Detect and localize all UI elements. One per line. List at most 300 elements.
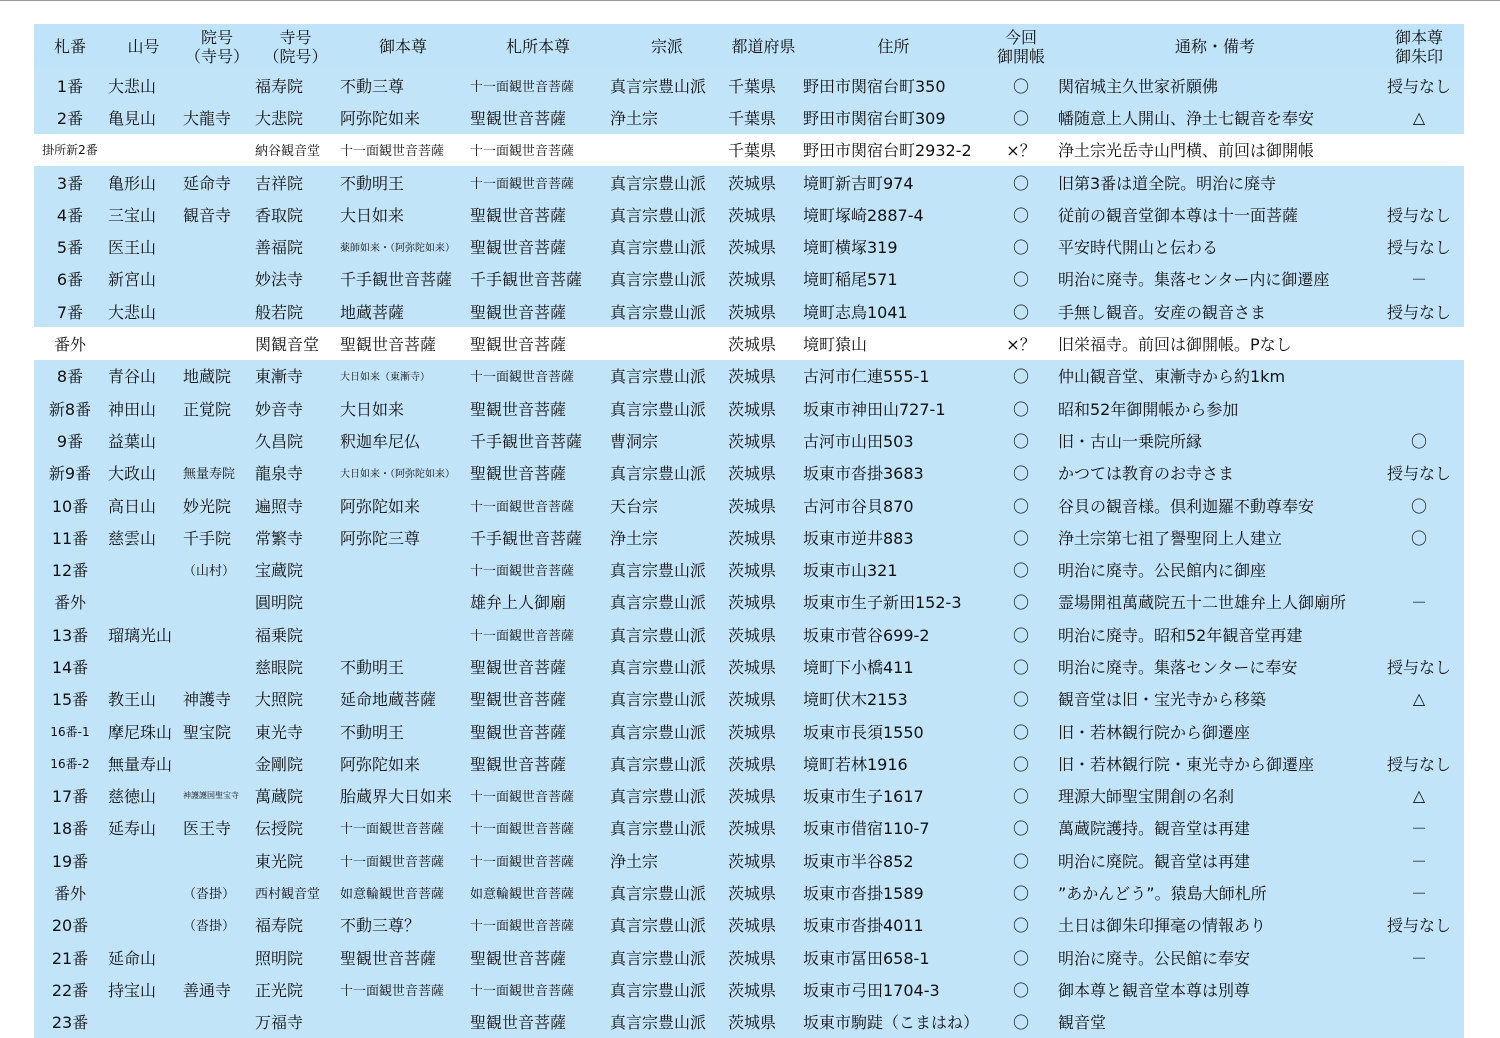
- cell-prefecture: 茨城県: [728, 1013, 777, 1033]
- cell-prefecture: 茨城県: [728, 302, 777, 322]
- cell-sango: 亀見山: [108, 108, 157, 128]
- cell-goshuin: 授与なし: [1386, 916, 1451, 936]
- cell-honzon: 十一面観世音菩薩: [340, 983, 445, 999]
- cell-fudasho-honzon: 聖観世音菩薩: [470, 948, 567, 968]
- cell-honzon: 十一面観世音菩薩: [340, 822, 445, 838]
- cell-jigo: 照明院: [255, 948, 304, 968]
- cell-address: 境町横塚319: [803, 238, 898, 258]
- cell-jigo: 龍泉寺: [255, 464, 304, 484]
- cell-ingo: 観音寺: [183, 205, 232, 225]
- cell-goshuin: 授与なし: [1386, 76, 1451, 96]
- cell-address: 坂東市長須1550: [803, 722, 924, 742]
- header-prefecture: 都道府県: [726, 24, 801, 69]
- cell-fudasho-honzon: 聖観世音菩薩: [470, 657, 567, 677]
- cell-jigo: 納谷観音堂: [255, 144, 321, 160]
- table-row: [34, 69, 1464, 101]
- cell-jigo: 香取院: [255, 205, 304, 225]
- cell-number: 新8番: [48, 399, 92, 419]
- cell-address: 野田市関宿台町2932-2: [803, 141, 972, 161]
- cell-fudasho-honzon: 千手観世音菩薩: [470, 431, 583, 451]
- cell-ingo: [181, 295, 253, 327]
- cell-honzon: 不動明王: [340, 173, 405, 193]
- cell-prefecture: 茨城県: [728, 593, 777, 613]
- cell-prefecture: 茨城県: [728, 238, 777, 258]
- cell-goshuin: －: [1410, 948, 1427, 968]
- cell-number: 8番: [56, 367, 84, 387]
- cell-sango: 無量寿山: [108, 754, 173, 774]
- cell-sango: 摩尼珠山: [108, 722, 173, 742]
- cell-honzon: 聖観世音菩薩: [340, 335, 437, 355]
- cell-prefecture: 茨城県: [728, 464, 777, 484]
- cell-ingo: [181, 844, 253, 876]
- cell-honzon: 大日如来: [340, 399, 405, 419]
- cell-address: 坂東市冨田658-1: [803, 948, 930, 968]
- cell-notes: かつては教育のお寺さま: [1058, 464, 1235, 484]
- cell-goshuin: [1374, 618, 1464, 650]
- cell-number: 23番: [51, 1013, 89, 1033]
- cell-kaicho: 〇: [1012, 884, 1029, 904]
- cell-prefecture: 千葉県: [728, 141, 777, 161]
- cell-number: 7番: [56, 302, 84, 322]
- cell-number: 11番: [51, 528, 89, 548]
- cell-shuha: 真言宗豊山派: [610, 980, 707, 1000]
- table-row: [34, 166, 1464, 198]
- cell-ingo: （山村）: [183, 564, 236, 580]
- header-notes: 通称・備考: [1056, 24, 1374, 69]
- header-shuha: 宗派: [608, 24, 726, 69]
- cell-jigo: 東漸寺: [255, 367, 304, 387]
- cell-goshuin: [1374, 166, 1464, 198]
- cell-address: 境町塚崎2887-4: [803, 205, 924, 225]
- cell-jigo: 吉祥院: [255, 173, 304, 193]
- cell-honzon: 大日如来・（阿弥陀如来）: [340, 469, 455, 481]
- cell-notes: 明治に廃寺。公民館に奉安: [1058, 948, 1251, 968]
- cell-ingo: 善通寺: [183, 980, 232, 1000]
- cell-address: 野田市関宿台町309: [803, 108, 946, 128]
- cell-ingo: [181, 747, 253, 779]
- cell-sango: 三宝山: [108, 205, 157, 225]
- cell-fudasho-honzon: 十一面観世音菩薩: [470, 144, 575, 160]
- cell-prefecture: 茨城県: [728, 335, 777, 355]
- cell-shuha: 真言宗豊山派: [610, 787, 707, 807]
- cell-ingo: 妙光院: [183, 496, 232, 516]
- cell-address: 境町下小橋411: [803, 657, 914, 677]
- cell-goshuin: －: [1410, 270, 1427, 290]
- cell-shuha: 真言宗豊山派: [610, 625, 707, 645]
- cell-ingo: 大龍寺: [183, 108, 232, 128]
- cell-notes: 旧・古山一乗院所縁: [1058, 431, 1203, 451]
- cell-prefecture: 千葉県: [728, 108, 777, 128]
- cell-fudasho-honzon: 聖観世音菩薩: [470, 302, 567, 322]
- cell-jigo: 正光院: [255, 980, 304, 1000]
- cell-honzon: [338, 586, 468, 618]
- cell-jigo: 大悲院: [255, 108, 304, 128]
- temple-table: [34, 24, 1464, 1038]
- table-row: [34, 521, 1464, 553]
- table-row: [34, 780, 1464, 812]
- cell-kaicho: 〇: [1012, 528, 1029, 548]
- cell-jigo: 福寿院: [255, 916, 304, 936]
- cell-address: 坂東市神田山727-1: [803, 399, 946, 419]
- cell-kaicho: 〇: [1012, 270, 1029, 290]
- cell-goshuin: [1374, 553, 1464, 585]
- cell-notes: 萬蔵院護持。観音堂は再建: [1058, 819, 1251, 839]
- cell-fudasho-honzon: 十一面観世音菩薩: [470, 564, 575, 580]
- cell-kaicho: 〇: [1012, 819, 1029, 839]
- header-number: 札番: [34, 24, 106, 69]
- table-row: [34, 424, 1464, 456]
- cell-goshuin: △: [1412, 689, 1426, 709]
- cell-notes: 土日は御朱印揮毫の情報あり: [1058, 916, 1267, 936]
- cell-ingo: [181, 424, 253, 456]
- cell-notes: ”あかんどう”。猿島大師札所: [1058, 884, 1267, 904]
- cell-goshuin: 授与なし: [1386, 238, 1451, 258]
- cell-goshuin: [1374, 392, 1464, 424]
- cell-sango: [106, 650, 181, 682]
- cell-address: 坂東市半谷852: [803, 851, 914, 871]
- cell-goshuin: 授与なし: [1386, 657, 1451, 677]
- cell-kaicho: 〇: [1012, 367, 1029, 387]
- cell-kaicho: 〇: [1012, 657, 1029, 677]
- cell-kaicho: 〇: [1012, 690, 1029, 710]
- cell-sango: 医王山: [108, 238, 157, 258]
- cell-jigo: 善福院: [255, 238, 304, 258]
- cell-shuha: 真言宗豊山派: [610, 754, 707, 774]
- cell-shuha: 真言宗豊山派: [610, 302, 707, 322]
- cell-fudasho-honzon: 十一面観世音菩薩: [470, 499, 575, 515]
- cell-honzon: 胎蔵界大日如来: [340, 787, 453, 807]
- cell-number: 14番: [51, 657, 89, 677]
- cell-honzon: 延命地蔵菩薩: [340, 690, 437, 710]
- cell-fudasho-honzon: 十一面観世音菩薩: [470, 176, 575, 192]
- cell-shuha: [608, 327, 726, 359]
- cell-fudasho-honzon: 十一面観世音菩薩: [470, 628, 575, 644]
- cell-sango: 慈雲山: [108, 528, 157, 548]
- cell-shuha: 真言宗豊山派: [610, 657, 707, 677]
- cell-goshuin: 〇: [1410, 496, 1427, 516]
- cell-number: 16番-1: [50, 724, 90, 739]
- cell-sango: 瑠璃光山: [108, 625, 173, 645]
- cell-number: 9番: [56, 431, 84, 451]
- cell-notes: 観音堂は旧・宝光寺から移築: [1058, 690, 1267, 710]
- cell-jigo: 東光院: [255, 851, 304, 871]
- cell-goshuin: △: [1412, 107, 1426, 127]
- cell-kaicho: 〇: [1012, 173, 1029, 193]
- cell-prefecture: 千葉県: [728, 76, 777, 96]
- cell-address: 坂東市駒跿（こまはね）: [803, 1013, 980, 1033]
- cell-honzon: 如意輪観世音菩薩: [340, 887, 445, 903]
- cell-kaicho: 〇: [1012, 1013, 1029, 1033]
- cell-honzon: 不動明王: [340, 657, 405, 677]
- cell-honzon: 不動三尊: [340, 76, 405, 96]
- cell-notes: 旧・若林観行院・東光寺から御遷座: [1058, 754, 1315, 774]
- cell-sango: [106, 586, 181, 618]
- cell-number: 19番: [51, 851, 89, 871]
- cell-honzon: 十一面観世音菩薩: [340, 854, 445, 870]
- cell-number: 16番-2: [50, 756, 90, 771]
- cell-notes: 関宿城主久世家祈願佛: [1058, 76, 1219, 96]
- cell-prefecture: 茨城県: [728, 528, 777, 548]
- cell-fudasho-honzon: 聖観世音菩薩: [470, 690, 567, 710]
- cell-number: 掛所新2番: [42, 143, 98, 158]
- cell-kaicho: 〇: [1012, 431, 1029, 451]
- cell-address: 坂東市菅谷699-2: [803, 625, 930, 645]
- header-sango: 山号: [106, 24, 181, 69]
- cell-sango: 持宝山: [108, 980, 157, 1000]
- cell-notes: 明治に廃寺。集落センター内に御遷座: [1058, 270, 1330, 290]
- cell-ingo: 神護護国聖宝寺: [183, 791, 239, 801]
- table-row: [34, 941, 1464, 973]
- cell-notes: 明治に廃院。観音堂は再建: [1058, 851, 1251, 871]
- cell-kaicho: 〇: [1012, 948, 1029, 968]
- cell-goshuin: [1374, 134, 1464, 166]
- header-jigo: 寺号 （院号）: [253, 24, 338, 69]
- cell-sango: [106, 909, 181, 941]
- cell-kaicho: 〇: [1012, 302, 1029, 322]
- cell-kaicho: 〇: [1012, 561, 1029, 581]
- cell-prefecture: 茨城県: [728, 948, 777, 968]
- table-row: [34, 295, 1464, 327]
- cell-shuha: 真言宗豊山派: [610, 722, 707, 742]
- cell-jigo: 常繁寺: [255, 528, 304, 548]
- cell-shuha: 真言宗豊山派: [610, 948, 707, 968]
- cell-jigo: 西村観音堂: [255, 887, 321, 903]
- cell-goshuin: －: [1410, 884, 1427, 904]
- cell-shuha: 真言宗豊山派: [610, 464, 707, 484]
- table-row: [34, 489, 1464, 521]
- cell-ingo: [181, 263, 253, 295]
- table-row: [34, 973, 1464, 1005]
- cell-number: 21番: [51, 948, 89, 968]
- table-row: [34, 876, 1464, 908]
- cell-kaicho: 〇: [1012, 205, 1029, 225]
- cell-kaicho: 〇: [1012, 625, 1029, 645]
- cell-ingo: [181, 1006, 253, 1038]
- cell-honzon: 地蔵菩薩: [340, 302, 405, 322]
- cell-notes: 理源大師聖宝開創の名刹: [1058, 787, 1235, 807]
- cell-notes: 明治に廃寺。昭和52年観音堂再建: [1058, 625, 1303, 645]
- cell-notes: 昭和52年御開帳から参加: [1058, 399, 1239, 419]
- cell-goshuin: 授与なし: [1386, 302, 1451, 322]
- cell-goshuin: 授与なし: [1386, 464, 1451, 484]
- cell-prefecture: 茨城県: [728, 173, 777, 193]
- cell-shuha: 真言宗豊山派: [610, 884, 707, 904]
- cell-number: 3番: [56, 173, 84, 193]
- cell-address: 境町新吉町974: [803, 173, 914, 193]
- cell-kaicho: 〇: [1012, 399, 1029, 419]
- cell-prefecture: 茨城県: [728, 657, 777, 677]
- cell-number: 4番: [56, 205, 84, 225]
- cell-ingo: [181, 586, 253, 618]
- cell-jigo: 万福寺: [255, 1013, 304, 1033]
- cell-shuha: 浄土宗: [610, 528, 659, 548]
- cell-sango: 新宮山: [108, 270, 157, 290]
- cell-jigo: 福寿院: [255, 76, 304, 96]
- cell-goshuin: [1374, 360, 1464, 392]
- cell-jigo: 福乗院: [255, 625, 304, 645]
- cell-fudasho-honzon: 十一面観世音菩薩: [470, 919, 575, 935]
- cell-ingo: [181, 230, 253, 262]
- cell-notes: 御本尊と観音堂本尊は別尊: [1058, 980, 1251, 1000]
- cell-sango: 亀形山: [108, 173, 157, 193]
- cell-goshuin: 授与なし: [1386, 754, 1451, 774]
- table-row: [34, 392, 1464, 424]
- cell-goshuin: －: [1410, 851, 1427, 871]
- cell-number: 20番: [51, 916, 89, 936]
- cell-jigo: 関観音堂: [255, 335, 320, 355]
- cell-ingo: [181, 650, 253, 682]
- cell-goshuin: 授与なし: [1386, 205, 1451, 225]
- cell-sango: 慈徳山: [108, 787, 157, 807]
- table-row: [34, 650, 1464, 682]
- header-row: [34, 24, 1464, 69]
- cell-shuha: 真言宗豊山派: [610, 173, 707, 193]
- table-row: [34, 101, 1464, 133]
- cell-prefecture: 茨城県: [728, 496, 777, 516]
- cell-number: 番外: [53, 593, 86, 613]
- cell-jigo: 東光寺: [255, 722, 304, 742]
- cell-goshuin: △: [1412, 786, 1426, 806]
- cell-honzon: 阿弥陀三尊: [340, 528, 421, 548]
- cell-prefecture: 茨城県: [728, 367, 777, 387]
- table-row: [34, 618, 1464, 650]
- cell-honzon: [338, 553, 468, 585]
- cell-number: 1番: [56, 76, 84, 96]
- cell-notes: 仲山観音堂、東漸寺から約1km: [1058, 367, 1286, 387]
- cell-ingo: [181, 134, 253, 166]
- cell-kaicho: 〇: [1012, 754, 1029, 774]
- cell-sango: 高日山: [108, 496, 157, 516]
- cell-sango: 神田山: [108, 399, 157, 419]
- table-row: [34, 812, 1464, 844]
- cell-fudasho-honzon: 聖観世音菩薩: [470, 335, 567, 355]
- cell-number: 15番: [51, 690, 89, 710]
- cell-address: 坂東市沓掛1589: [803, 884, 924, 904]
- cell-fudasho-honzon: 十一面観世音菩薩: [470, 370, 575, 386]
- cell-jigo: 妙音寺: [255, 399, 304, 419]
- cell-ingo: [181, 69, 253, 101]
- cell-number: 17番: [51, 787, 89, 807]
- cell-sango: 青谷山: [108, 367, 157, 387]
- cell-address: 坂東市沓掛4011: [803, 916, 924, 936]
- cell-ingo: 地蔵院: [183, 367, 232, 387]
- cell-shuha: 天台宗: [610, 496, 659, 516]
- cell-fudasho-honzon: 千手観世音菩薩: [470, 270, 583, 290]
- cell-honzon: 聖観世音菩薩: [340, 948, 437, 968]
- table-row: [34, 909, 1464, 941]
- cell-ingo: [181, 618, 253, 650]
- table-row: [34, 715, 1464, 747]
- cell-notes: 旧第3番は道全院。明治に廃寺: [1058, 173, 1277, 193]
- header-ingo: 院号 （寺号）: [181, 24, 253, 69]
- cell-address: 坂東市逆井883: [803, 528, 914, 548]
- cell-notes: 谷貝の観音様。倶利迦羅不動尊奉安: [1058, 496, 1315, 516]
- cell-prefecture: 茨城県: [728, 754, 777, 774]
- header-goshuin: 御本尊 御朱印: [1374, 24, 1464, 69]
- cell-jigo: 宝蔵院: [255, 561, 304, 581]
- cell-prefecture: 茨城県: [728, 399, 777, 419]
- cell-fudasho-honzon: 如意輪観世音菩薩: [470, 887, 575, 903]
- cell-shuha: 真言宗豊山派: [610, 561, 707, 581]
- cell-sango: 延命山: [108, 948, 157, 968]
- cell-shuha: 真言宗豊山派: [610, 238, 707, 258]
- cell-honzon: 大日如来（東漸寺）: [340, 372, 430, 384]
- cell-jigo: 萬蔵院: [255, 787, 304, 807]
- cell-number: 5番: [56, 238, 84, 258]
- table-row: [34, 263, 1464, 295]
- cell-address: 境町猿山: [803, 335, 868, 355]
- cell-kaicho: ×？: [1006, 335, 1036, 355]
- cell-jigo: 久昌院: [255, 431, 304, 451]
- cell-prefecture: 茨城県: [728, 431, 777, 451]
- cell-address: 坂東市生子1617: [803, 787, 924, 807]
- cell-number: 13番: [51, 625, 89, 645]
- cell-jigo: 遍照寺: [255, 496, 304, 516]
- cell-prefecture: 茨城県: [728, 916, 777, 936]
- table-row: [34, 198, 1464, 230]
- cell-sango: [106, 553, 181, 585]
- cell-shuha: 浄土宗: [610, 108, 659, 128]
- cell-kaicho: 〇: [1012, 76, 1029, 96]
- cell-fudasho-honzon: 雄弁上人御廟: [470, 593, 567, 613]
- cell-prefecture: 茨城県: [728, 980, 777, 1000]
- cell-sango: [106, 844, 181, 876]
- cell-notes: 浄土宗第七祖了譽聖冏上人建立: [1058, 528, 1283, 548]
- cell-address: 古河市山田503: [803, 431, 914, 451]
- cell-address: 境町若林1916: [803, 754, 908, 774]
- cell-goshuin: －: [1410, 593, 1427, 613]
- cell-sango: [106, 1006, 181, 1038]
- cell-prefecture: 茨城県: [728, 270, 777, 290]
- cell-notes: 平安時代開山と伝わる: [1058, 238, 1219, 258]
- cell-jigo: 伝授院: [255, 819, 304, 839]
- cell-fudasho-honzon: 十一面観世音菩薩: [470, 822, 575, 838]
- cell-prefecture: 茨城県: [728, 561, 777, 581]
- cell-jigo: 大照院: [255, 690, 304, 710]
- cell-honzon: 不動三尊？: [340, 916, 421, 936]
- top-border: [0, 0, 1500, 1]
- cell-shuha: 真言宗豊山派: [610, 270, 707, 290]
- cell-kaicho: 〇: [1012, 851, 1029, 871]
- cell-shuha: 真言宗豊山派: [610, 76, 707, 96]
- table-row: [34, 553, 1464, 585]
- table-row: [34, 747, 1464, 779]
- cell-jigo: 慈眼院: [255, 657, 304, 677]
- cell-address: 坂東市沓掛3683: [803, 464, 924, 484]
- cell-prefecture: 茨城県: [728, 884, 777, 904]
- table-body: [34, 69, 1464, 1038]
- cell-kaicho: 〇: [1012, 916, 1029, 936]
- cell-shuha: 真言宗豊山派: [610, 399, 707, 419]
- cell-goshuin: －: [1410, 819, 1427, 839]
- cell-address: 古河市谷貝870: [803, 496, 914, 516]
- cell-fudasho-honzon: 十一面観世音菩薩: [470, 79, 575, 95]
- cell-sango: 延寿山: [108, 819, 157, 839]
- cell-ingo: 延命寺: [183, 173, 232, 193]
- cell-sango: 大悲山: [108, 76, 157, 96]
- cell-notes: 観音堂: [1058, 1013, 1107, 1033]
- cell-kaicho: ×？: [1006, 141, 1036, 161]
- cell-kaicho: 〇: [1012, 496, 1029, 516]
- cell-honzon: 阿弥陀如来: [340, 496, 421, 516]
- cell-jigo: 般若院: [255, 302, 304, 322]
- cell-jigo: 圓明院: [255, 593, 304, 613]
- cell-address: 境町稲尾571: [803, 270, 898, 290]
- cell-number: 6番: [56, 270, 84, 290]
- cell-address: 古河市仁連555-1: [803, 367, 930, 387]
- cell-shuha: 真言宗豊山派: [610, 205, 707, 225]
- cell-sango: [106, 327, 181, 359]
